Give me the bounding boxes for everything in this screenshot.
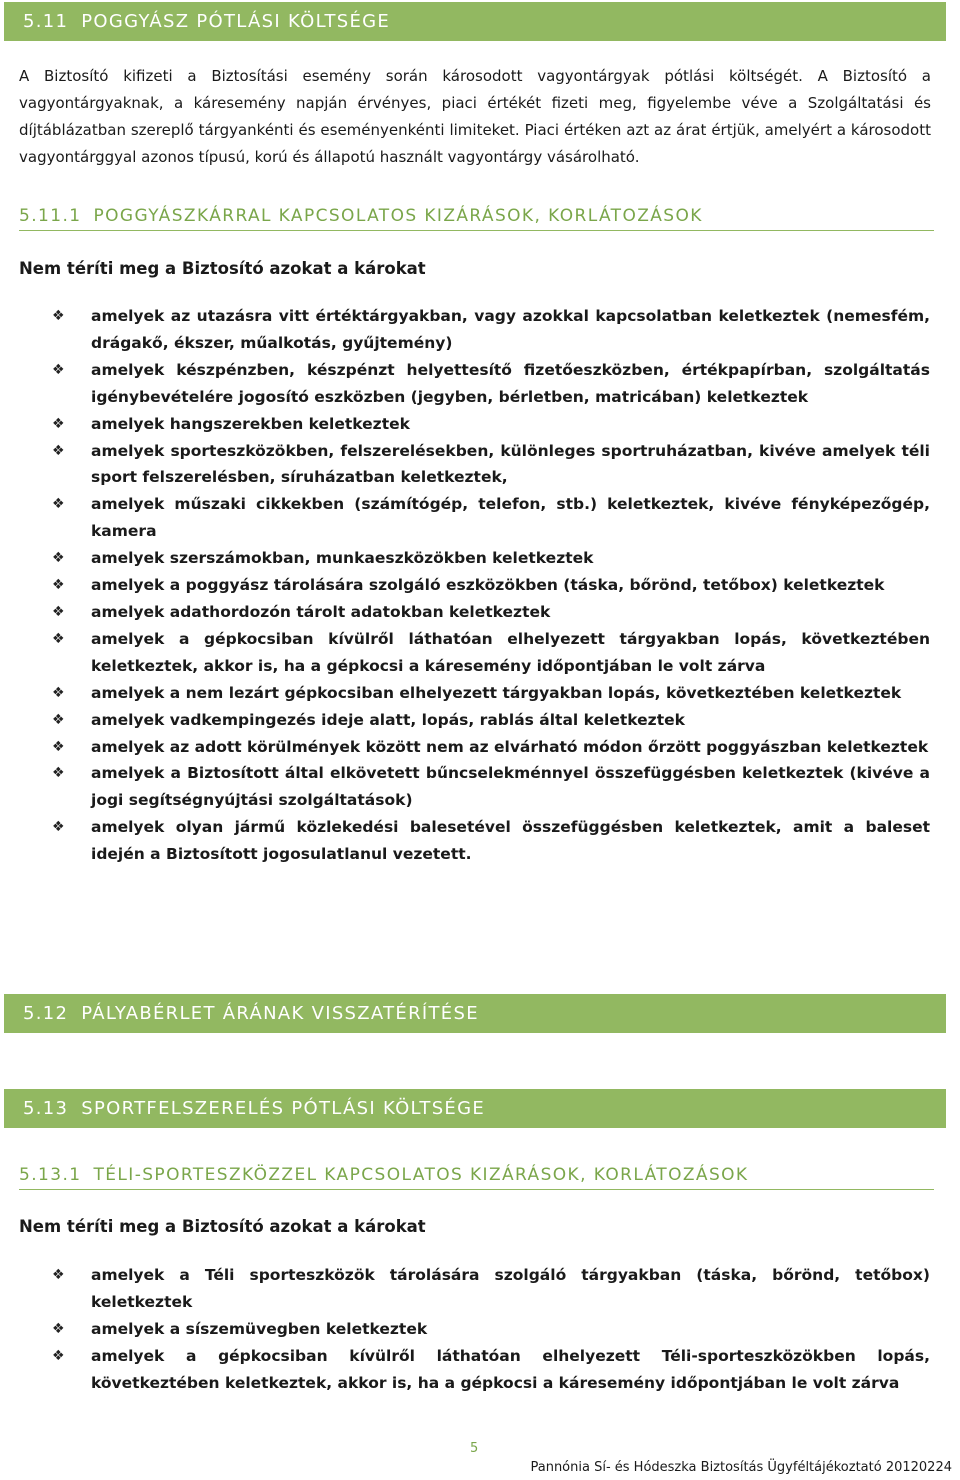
diamond-bullet-icon: ❖: [52, 1267, 65, 1283]
list-item: [52, 707, 930, 734]
list-item: [52, 438, 930, 492]
list-item-text: amelyek adathordozón tárolt adatokban keletkeztek: [91, 602, 551, 621]
diamond-bullet-icon: ❖: [52, 765, 65, 782]
subsection-number: 5.11.1: [19, 206, 82, 226]
diamond-bullet-icon: ❖: [52, 308, 65, 324]
list-item-text: amelyek a gépkocsiban kívülről láthatóan elhelyezett Téli-sporteszközökben lopás, következtében keletkeztek, akkor is, ha a gépkocsi a káresemény időpontjában le volt zárva: [91, 1346, 930, 1392]
list-item: [52, 572, 930, 599]
list-item: [52, 1262, 930, 1316]
subsection-heading-5-11-1: [19, 206, 934, 231]
section-heading-5-12: [4, 994, 946, 1033]
list-item-text: amelyek olyan jármű közlekedési balesetével összefüggésben keletkeztek, amit a baleset idején a Biztosított jogosulatlanul vezetett.: [91, 818, 930, 864]
exclusion-lead: Nem téríti meg a Biztosító azokat a károkat: [19, 259, 426, 278]
list-item-text: amelyek az adott körülmények között nem az elvárható módon őrzött poggyászban keletkeztek: [91, 737, 929, 756]
list-item: [52, 357, 930, 411]
subsection-number: 5.13.1: [19, 1165, 82, 1185]
section-number: 5.12: [23, 1003, 69, 1024]
list-item: [52, 303, 930, 357]
diamond-bullet-icon: ❖: [52, 415, 65, 432]
list-item-text: amelyek a síszemüvegben keletkeztek: [91, 1319, 428, 1338]
diamond-bullet-icon: ❖: [52, 1347, 65, 1364]
diamond-bullet-icon: ❖: [52, 684, 65, 701]
section-heading-5-13: [4, 1089, 946, 1128]
list-item-text: amelyek a gépkocsiban kívülről láthatóan elhelyezett tárgyakban lopás, következtében keletkeztek, akkor is, ha a gépkocsi a káresemény időpontjában le volt zárva: [91, 629, 930, 675]
list-item-text: amelyek készpénzben, készpénzt helyettesítő fizetőeszközben, értékpapírban, szolgáltatás igénybevételére jogosító eszközben (jegyben, bérletben, matricában) keletkeztek: [91, 360, 930, 406]
list-item-text: amelyek a nem lezárt gépkocsiban elhelyezett tárgyakban lopás, következtében keletkeztek: [91, 683, 902, 702]
exclusion-list: [52, 1262, 930, 1397]
diamond-bullet-icon: ❖: [52, 819, 65, 836]
exclusion-list: [52, 303, 930, 868]
diamond-bullet-icon: ❖: [52, 496, 65, 513]
section-number: 5.11: [23, 11, 69, 32]
list-item-text: amelyek a Biztosított által elkövetett bűncselekménnyel összefüggésben keletkeztek (kivéve a jogi segítségnyújtási szolgáltatások): [91, 764, 930, 810]
list-item: [52, 411, 930, 438]
diamond-bullet-icon: ❖: [52, 630, 65, 647]
diamond-bullet-icon: ❖: [52, 442, 65, 459]
list-item: [52, 734, 930, 761]
list-item-text: amelyek a poggyász tárolására szolgáló eszközökben (táska, bőrönd, tetőbox) keletkeztek: [91, 576, 885, 595]
section-title: POGGYÁSZ PÓTLÁSI KÖLTSÉGE: [81, 11, 391, 32]
list-item-text: amelyek műszaki cikkekben (számítógép, telefon, stb.) keletkeztek, kivéve fényképezőgép, kamera: [91, 495, 930, 541]
section-paragraph: A Biztosító kifizeti a Biztosítási esemény során károsodott vagyontárgyak pótlási költségét. A Biztosító a vagyontárgyaknak, a káresemény napján érvényes, piaci értékét fizeti meg, figyelembe véve a Szolgáltatási és díjtáblázatban szereplő tárgyankénti és eseményenkénti limiteket. Piaci értéken azt az árat értjük, amelyért a károsodott vagyontárggyal azonos típusú, korú és állapotú használt vagyontárgy vásárolható.: [19, 67, 931, 166]
list-item: [52, 545, 930, 572]
subsection-heading-5-13-1: [19, 1165, 934, 1190]
list-item: [52, 1316, 930, 1343]
list-item: [52, 680, 930, 707]
diamond-bullet-icon: ❖: [52, 711, 65, 728]
subsection-title: POGGYÁSZKÁRRAL KAPCSOLATOS KIZÁRÁSOK, KORLÁTOZÁSOK: [93, 206, 703, 226]
diamond-bullet-icon: ❖: [52, 550, 65, 567]
section-number: 5.13: [23, 1098, 69, 1119]
list-item: [52, 760, 930, 814]
list-item-text: amelyek sporteszközökben, felszerelésekben, különleges sportruházatban, kivéve amelyek téli sport felszerelésben, síruházatban keletkeztek,: [91, 441, 930, 487]
section-heading-5-11: [4, 2, 946, 41]
subsection-title: TÉLI-SPORTESZKÖZZEL KAPCSOLATOS KIZÁRÁSOK, KORLÁTOZÁSOK: [93, 1165, 749, 1185]
diamond-bullet-icon: ❖: [52, 577, 65, 594]
diamond-bullet-icon: ❖: [52, 738, 65, 755]
list-item-text: amelyek a Téli sporteszközök tárolására szolgáló tárgyakban (táska, bőrönd, tetőbox) keletkeztek: [91, 1266, 930, 1311]
section-title: SPORTFELSZERELÉS PÓTLÁSI KÖLTSÉGE: [81, 1098, 486, 1119]
list-item-text: amelyek hangszerekben keletkeztek: [91, 414, 410, 433]
exclusion-lead: Nem téríti meg a Biztosító azokat a károkat: [19, 1217, 426, 1236]
list-item: [52, 1343, 930, 1397]
footer-text: Pannónia Sí- és Hódeszka Biztosítás Ügyféltájékoztató 20120224: [530, 1460, 952, 1475]
list-item: [52, 491, 930, 545]
list-item: [52, 599, 930, 626]
list-item-text: amelyek vadkempingezés ideje alatt, lopás, rablás által keletkeztek: [91, 710, 685, 729]
list-item-text: amelyek az utazásra vitt értéktárgyakban, vagy azokkal kapcsolatban keletkeztek (nemesfém, drágakő, ékszer, műalkotás, gyűjtemény): [91, 307, 930, 352]
section-title: PÁLYABÉRLET ÁRÁNAK VISSZATÉRÍTÉSE: [81, 1003, 479, 1024]
page-number: 5: [470, 1441, 479, 1456]
diamond-bullet-icon: ❖: [52, 361, 65, 378]
list-item: [52, 626, 930, 680]
diamond-bullet-icon: ❖: [52, 1320, 65, 1337]
list-item: [52, 814, 930, 868]
list-item-text: amelyek szerszámokban, munkaeszközökben keletkeztek: [91, 549, 594, 568]
diamond-bullet-icon: ❖: [52, 603, 65, 620]
